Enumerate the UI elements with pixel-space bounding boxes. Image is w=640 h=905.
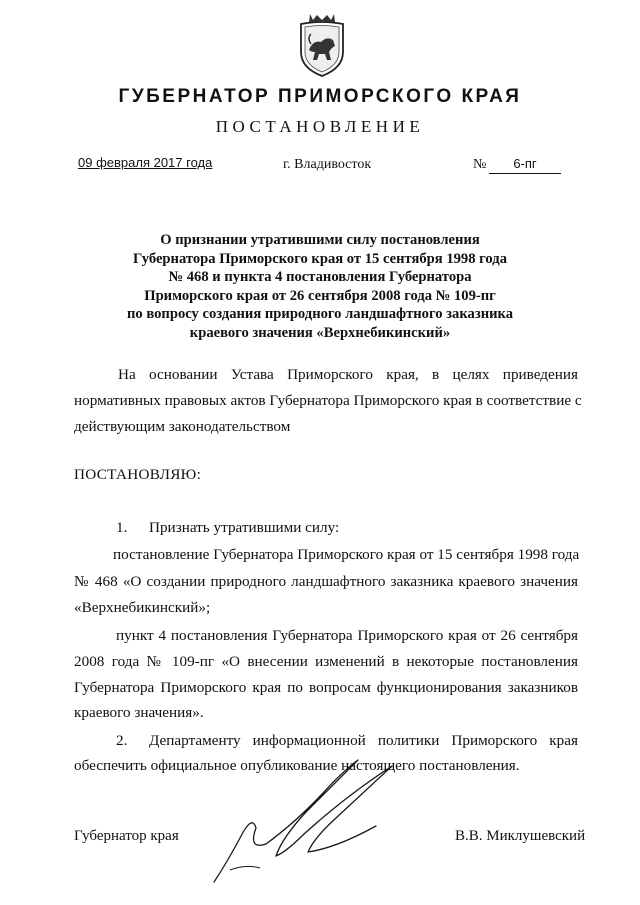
- item2-line: Департаменту информационной политики Приморского края: [149, 732, 578, 749]
- item1-sub-b-line: краевого значения».: [74, 704, 204, 721]
- signatory-name: В.В. Миклушевский: [455, 828, 586, 844]
- document-number: 6-пг: [489, 155, 561, 174]
- subject-line: Губернатора Приморского края от 15 сентября 1998 года: [133, 250, 507, 267]
- item1-text: Признать утратившими силу:: [149, 519, 340, 536]
- resolves-heading: ПОСТАНОВЛЯЮ:: [74, 466, 202, 483]
- item1-sub-a-line: «Верхнебикинский»;: [74, 599, 211, 616]
- subject-line: краевого значения «Верхнебикинский»: [189, 324, 451, 341]
- item2-line: обеспечить официальное опубликование настоящего постановления.: [74, 757, 520, 774]
- item1-sub-a-line: № 468 «О создании природного ландшафтного заказника краевого значения: [74, 573, 578, 590]
- item1-number: 1.: [116, 519, 128, 536]
- item1-sub-b-line: 2008 года № 109-пг «О внесении изменений в некоторые постановления: [74, 653, 578, 670]
- item1-sub-b-line: пункт 4 постановления Губернатора Приморского края от 26 сентября: [116, 627, 578, 644]
- coat-of-arms-icon: [293, 8, 351, 80]
- document-city: г. Владивосток: [283, 157, 372, 172]
- document-date: 09 февраля 2017 года: [78, 155, 213, 170]
- handwritten-signature-icon: [186, 752, 426, 892]
- preamble-line: нормативных правовых актов Губернатора Приморского края в соответствие с: [74, 392, 582, 409]
- signatory-position: Губернатор края: [74, 828, 179, 844]
- preamble-line: На основании Устава Приморского края, в целях приведения: [118, 366, 578, 383]
- document-number-label: №: [473, 157, 487, 172]
- item1-sub-b-line: Губернатора Приморского края по вопросам функционирования заказников: [74, 679, 578, 696]
- document-type: ПОСТАНОВЛЕНИЕ: [215, 117, 425, 136]
- document-authority-title: ГУБЕРНАТОР ПРИМОРСКОГО КРАЯ: [118, 86, 522, 107]
- preamble-line: действующим законодательством: [74, 418, 291, 435]
- document-subject: [110, 231, 530, 343]
- subject-line: № 468 и пункта 4 постановления Губернатора: [168, 269, 472, 286]
- subject-line: Приморского края от 26 сентября 2008 года № 109-пг: [144, 287, 496, 304]
- subject-line: по вопросу создания природного ландшафтного заказника: [126, 306, 513, 323]
- item2-number: 2.: [116, 732, 128, 749]
- subject-line: О признании утратившими силу постановления: [160, 232, 480, 248]
- item1-sub-a-line: постановление Губернатора Приморского края от 15 сентября 1998 года: [113, 546, 580, 563]
